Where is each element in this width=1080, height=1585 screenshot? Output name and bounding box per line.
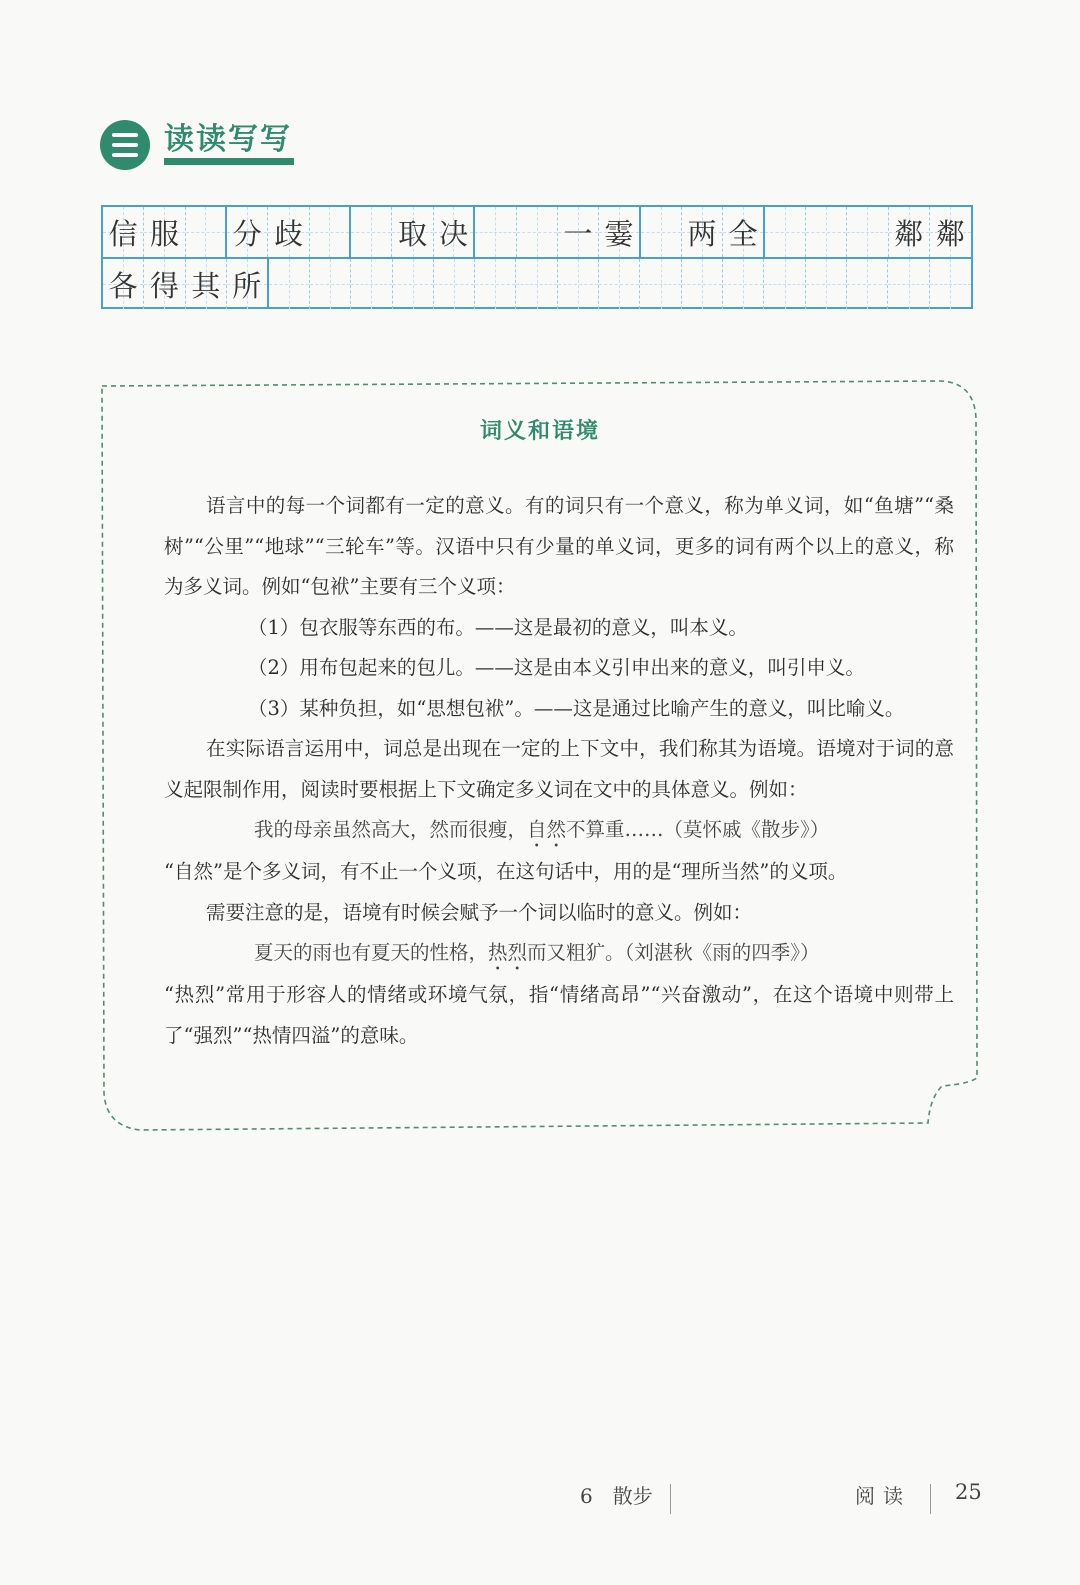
paragraph-explanation-2: “热烈”常用于形容人的情绪或环境气氛，指“情绪高昂”“兴奋激动”，在这个语境中则带上了“强烈”“热情四溢”的意味。 — [164, 983, 954, 1047]
grid-cell — [723, 259, 764, 309]
grid-cell — [310, 259, 351, 309]
page-number: 25 — [955, 1480, 982, 1504]
grid-cell — [806, 207, 847, 257]
grid-cell — [847, 259, 888, 309]
grid-cell — [310, 207, 351, 257]
grid-cell — [351, 259, 392, 309]
paragraph-note: 需要注意的是，语境有时候会赋予一个词以临时的意义。例如： — [206, 900, 753, 924]
box-title: 词义和语境 — [479, 418, 600, 444]
section-number-three-icon — [100, 120, 150, 170]
writing-grid — [101, 205, 973, 309]
footer-divider — [670, 1484, 671, 1514]
grid-cell — [599, 259, 640, 309]
grid-cell — [516, 259, 557, 309]
grid-cell — [641, 207, 682, 257]
grid-cell — [682, 259, 723, 309]
grid-cell — [764, 259, 805, 309]
grid-cell: 信 — [103, 207, 144, 257]
grid-cell: 其 — [186, 259, 227, 309]
grid-cell — [847, 207, 888, 257]
grid-cell: 鄰 — [930, 207, 971, 257]
grid-cell: 霎 — [599, 207, 640, 257]
grid-cell: 一 — [558, 207, 599, 257]
footer-chapter: 6 散步 — [580, 1484, 653, 1508]
grid-cell — [888, 259, 929, 309]
grid-cell: 鄰 — [889, 207, 930, 257]
grid-cell: 全 — [723, 207, 764, 257]
grid-cell — [640, 259, 681, 309]
grid-cell: 取 — [392, 207, 433, 257]
example-quote-2: 夏天的雨也有夏天的性格，热烈而又粗犷。（刘湛秋《雨的四季》） — [254, 941, 820, 964]
grid-cell: 分 — [227, 207, 268, 257]
grid-cell — [351, 207, 392, 257]
example-quote-1: 我的母亲虽然高大，然而很瘦，自然不算重……（莫怀戚《散步》） — [254, 818, 830, 841]
grid-cell: 各 — [103, 259, 144, 309]
grid-cell: 得 — [144, 259, 185, 309]
grid-cell — [930, 259, 971, 309]
emphasized-word: 自然 — [527, 818, 567, 841]
grid-cell: 决 — [434, 207, 475, 257]
grid-cell — [765, 207, 806, 257]
grid-cell: 所 — [227, 259, 269, 309]
grid-cell: 歧 — [268, 207, 309, 257]
grid-cell — [434, 259, 475, 309]
grid-cell — [475, 259, 516, 309]
footer-divider — [930, 1484, 931, 1514]
grid-cell — [806, 259, 847, 309]
emphasized-word: 热烈 — [488, 941, 528, 964]
box-body — [164, 486, 954, 1056]
definition-item-2: （2）用布包起来的包儿。——这是由本义引申出来的意义，叫引申义。 — [248, 656, 865, 679]
section-title: 读读写写 — [164, 122, 292, 157]
writing-grid-row-2 — [103, 259, 971, 309]
grid-cell — [393, 259, 434, 309]
section-header — [100, 112, 300, 174]
grid-cell — [475, 207, 516, 257]
paragraph-intro: 语言中的每一个词都有一定的意义。有的词只有一个意义，称为单义词，如“鱼塘”“桑树”“公里”“地球”“三轮车”等。汉语中只有少量的单义词，更多的词有两个以上的意义，称为多义词。例如“包袱”主要有三个义项： — [164, 494, 954, 598]
section-title-underline — [164, 158, 294, 165]
grid-cell — [517, 207, 558, 257]
paragraph-context: 在实际语言运用中，词总是出现在一定的上下文中，我们称其为语境。语境对于词的意义起限制作用，阅读时要根据上下文确定多义词在文中的具体意义。例如： — [164, 737, 954, 801]
grid-cell — [558, 259, 599, 309]
grid-cell — [186, 207, 227, 257]
grid-cell: 两 — [682, 207, 723, 257]
definition-item-1: （1）包衣服等东西的布。——这是最初的意义，叫本义。 — [248, 615, 748, 639]
paragraph-explanation-1: “自然”是个多义词，有不止一个义项，在这句话中，用的是“理所当然”的义项。 — [164, 860, 848, 883]
grid-cell — [269, 259, 310, 309]
writing-grid-row-1 — [103, 207, 971, 259]
grid-cell: 服 — [144, 207, 185, 257]
footer-section: 阅读 — [855, 1484, 911, 1508]
knowledge-box — [100, 378, 980, 1133]
definition-item-3: （3）某种负担，如“思想包袱”。——这是通过比喻产生的意义，叫比喻义。 — [248, 696, 905, 720]
